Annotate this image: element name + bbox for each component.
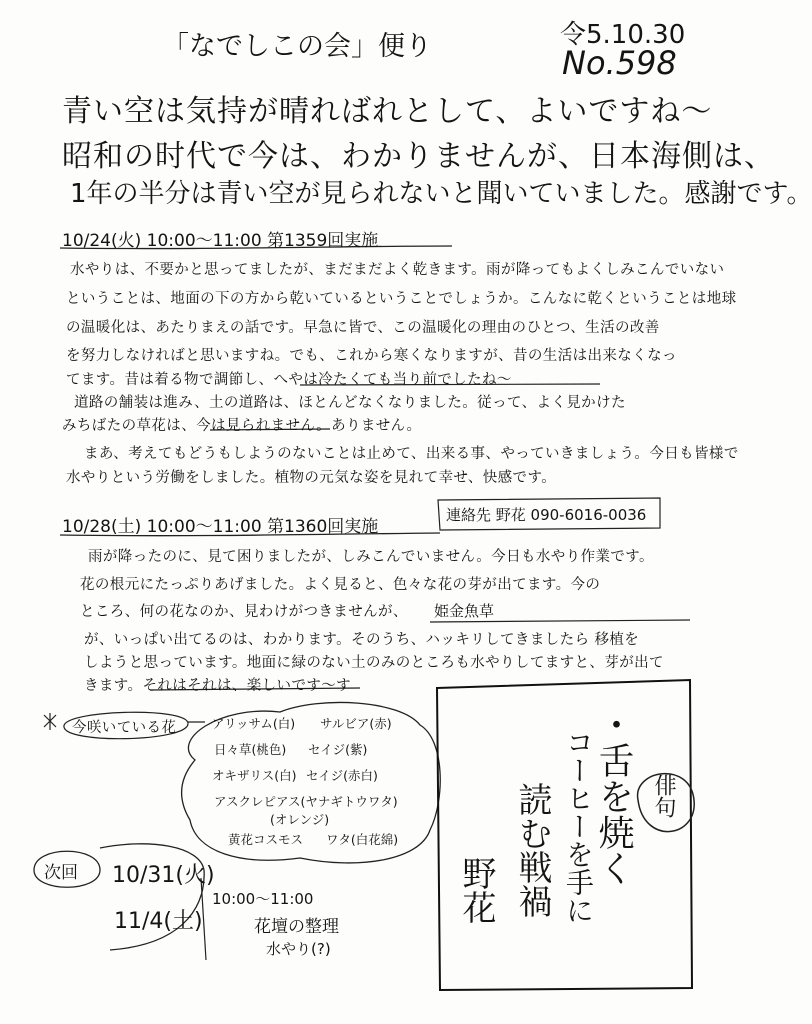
entry1-line: ということは、地面の下の方から乾いているということでしょうか。こんなに乾くということは地球 <box>66 291 737 307</box>
issue-date: 令5.10.30 <box>560 20 686 50</box>
entry2-line: 雨が降ったのに、見て困りましたが、しみこんでいません。今日も水やり作業です。 <box>88 549 654 565</box>
entry1-line: を努力しなければと思いますね。でも、これから寒くなりますが、昔の生活は出来なくなっ <box>66 348 677 364</box>
entry2-line: 花の根元にたっぷりあげました。よく見ると、色々な花の芽が出てます。今の <box>80 577 601 593</box>
haiku-line: 読む戦禍 <box>512 782 552 918</box>
intro-line: 青い空は気持が晴ればれとして、よいですね〜 <box>62 94 713 129</box>
contact-info: 連絡先 野花 090-6016-0036 <box>446 506 647 524</box>
flower-name: 黄花コスモス <box>228 832 304 847</box>
haiku-line: コーヒーを手に <box>562 728 595 924</box>
flower-name: アリッサム(白) <box>212 716 296 731</box>
entry2-heading: 10/28(土) 10:00〜11:00 第1360回実施 <box>62 517 379 537</box>
entry2-line: きます。それはそれは、楽しいです〜す <box>84 678 352 694</box>
next-date: 10/31(火) <box>112 863 215 888</box>
entry1-line: の温暖化は、あたりまえの話です。早急に皆で、この温暖化の理由のひとつ、生活の改善 <box>66 320 660 336</box>
flower-name: ワタ(白花綿) <box>326 832 399 847</box>
flower-name: アスクレピアス(ヤナギトウワタ) <box>214 794 398 809</box>
next-date: 11/4(土) <box>114 909 203 934</box>
haiku-tag: 俳句 <box>651 774 676 818</box>
entry1-heading: 10/24(火) 10:00〜11:00 第1359回実施 <box>62 231 379 251</box>
haiku-author: 野花 <box>456 856 496 924</box>
entry1-line: てます。昔は着る物で調節し、へやは冷たくても当り前でしたね〜 <box>66 372 512 388</box>
page-title: 「なでしこの会」便り <box>162 31 432 62</box>
flower-name: セイジ(赤白) <box>306 768 378 783</box>
flower-name: (オレンジ) <box>270 812 330 827</box>
entry2-line: ところ、何の花なのか、見わけがつきませんが、 <box>80 604 408 620</box>
next-task: 花壇の整理 <box>254 917 339 937</box>
intro-line: 1年の半分は青い空が見られないと聞いていました。感謝です。 <box>70 179 812 209</box>
entry1-line: みちばたの草花は、今は見られません。ありません。 <box>62 418 422 434</box>
blooming-label: 今咲いている花 <box>72 720 177 736</box>
issue-number: No.598 <box>562 44 677 82</box>
entry1-line: 水やりという労働をしました。植物の元気な姿を見れて幸せ、快感です。 <box>66 470 557 486</box>
flower-name: サルビア(赤) <box>320 716 392 731</box>
next-time: 10:00〜11:00 <box>212 890 314 908</box>
next-label: 次回 <box>44 863 78 883</box>
entry2-line: しようと思っています。地面に緑のない土のみのところも水やりしてますと、芽が出て <box>84 655 664 671</box>
next-task: 水やり(?) <box>266 940 331 958</box>
asterisk-mark <box>44 713 56 730</box>
entry1-line: 道路の舗装は進み、土の道路は、ほとんどなくなりました。従って、よく見かけた <box>74 395 626 411</box>
highlighted-flower: 姫金魚草 <box>434 602 495 620</box>
flower-name: オキザリス(白) <box>212 768 297 783</box>
flower-name: 日々草(桃色) <box>214 742 287 757</box>
intro-line: 昭和の时代で今は、わかりませんが、日本海側は、 <box>62 139 775 174</box>
entry1-line: 水やりは、不要かと思ってましたが、まだまだよく乾きます。雨が降ってもよくしみこんでいない <box>70 262 725 278</box>
haiku-line: ・舌を焼く <box>593 706 634 886</box>
flower-name: セイジ(紫) <box>308 742 368 757</box>
entry2-line: が、いっぱい出てるのは、わかります。そのうち、ハッキリしてきましたら 移植を <box>84 632 640 648</box>
entry1-line: まあ、考えてもどうもしようのないことは止めて、出来る事、やっていきましょう。今日も皆様で <box>84 446 739 462</box>
